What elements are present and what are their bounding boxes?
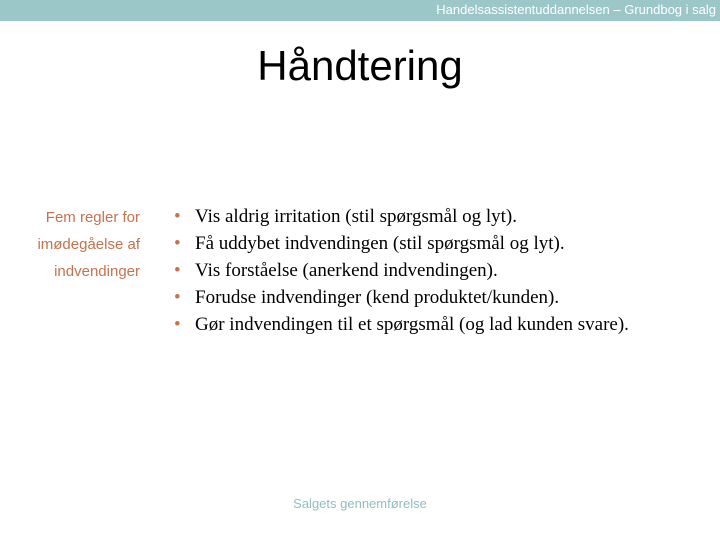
- bullet-icon: •: [174, 233, 181, 254]
- bullet-item: [170, 284, 629, 311]
- bullet-text: Få uddybet indvendingen (stil spørgsmål og lyt).: [195, 233, 565, 254]
- bullet-item: [170, 230, 629, 257]
- side-label: [20, 204, 140, 285]
- bullet-text: Gør indvendingen til et spørgsmål (og lad kunden svare).: [195, 314, 629, 335]
- bullet-list: [170, 203, 629, 338]
- footer-text: Salgets gennemførelse: [293, 496, 427, 511]
- bullet-text: Vis forståelse (anerkend indvendingen).: [195, 260, 498, 281]
- bullet-text: Forudse indvendinger (kend produktet/kunden).: [195, 287, 560, 308]
- bullet-icon: •: [174, 260, 181, 281]
- bullet-item: [170, 203, 629, 230]
- header-text: Handelsassistentuddannelsen – Grundbog i salg: [436, 2, 716, 17]
- header-bar: [0, 0, 720, 21]
- side-label-line: imødegåelse af: [37, 236, 140, 253]
- bullet-item: [170, 311, 629, 338]
- bullet-icon: •: [174, 287, 181, 308]
- bullet-icon: •: [174, 314, 181, 335]
- slide-title: Håndtering: [257, 42, 463, 89]
- side-label-line: indvendinger: [54, 263, 140, 280]
- bullet-text: Vis aldrig irritation (stil spørgsmål og lyt).: [195, 206, 518, 227]
- bullet-item: [170, 257, 629, 284]
- bullet-icon: •: [174, 206, 181, 227]
- side-label-line: Fem regler for: [45, 209, 140, 226]
